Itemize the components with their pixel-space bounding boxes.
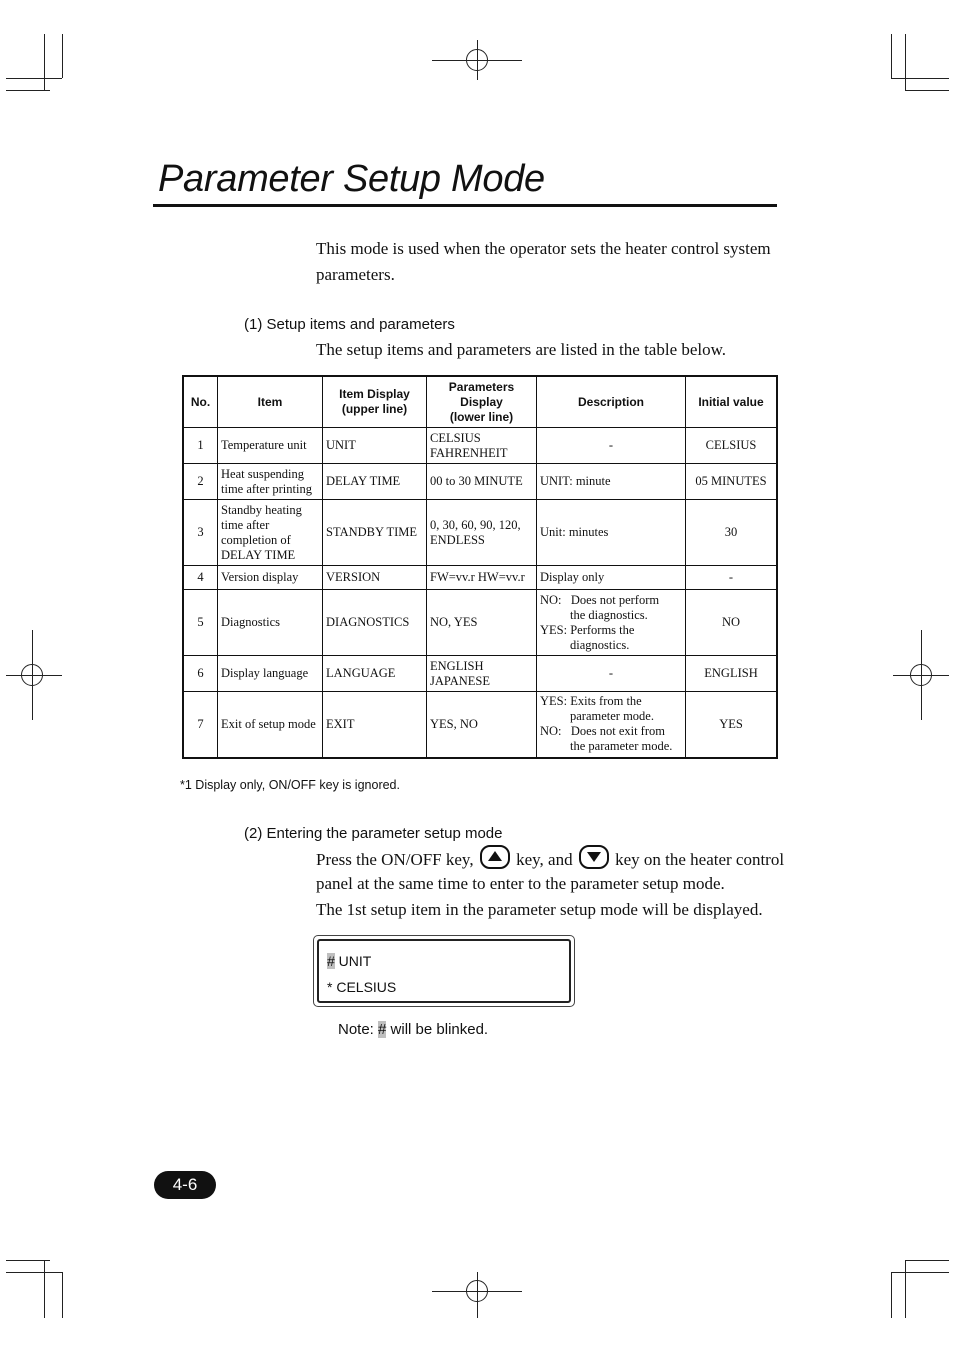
cell-item-display: DIAGNOSTICS bbox=[323, 590, 427, 656]
cell-description bbox=[537, 590, 686, 656]
lcd-display bbox=[313, 935, 575, 1007]
cell-parameters: YES, NO bbox=[427, 692, 537, 758]
table-header-row bbox=[183, 376, 777, 428]
cell-item: Exit of setup mode bbox=[218, 692, 323, 758]
table-row bbox=[183, 566, 777, 590]
description-line: Unit: minutes bbox=[540, 525, 609, 539]
lcd-upper-text: UNIT bbox=[334, 953, 372, 969]
cell-parameters: NO, YES bbox=[427, 590, 537, 656]
cell-item-display: VERSION bbox=[323, 566, 427, 590]
description-line: the diagnostics. bbox=[570, 607, 648, 622]
cell-description bbox=[537, 500, 686, 566]
section1-text: The setup items and parameters are listed in the table below. bbox=[316, 340, 727, 359]
header-item: Item bbox=[218, 376, 323, 428]
description-line: the parameter mode. bbox=[570, 739, 673, 754]
header-parameters-display: Parameters Display (lower line) bbox=[427, 376, 537, 428]
cell-item: Temperature unit bbox=[218, 428, 323, 464]
parameters-table bbox=[182, 375, 778, 759]
page-title: Parameter Setup Mode bbox=[158, 158, 545, 200]
cell-item: Display language bbox=[218, 656, 323, 692]
table-row bbox=[183, 692, 777, 758]
cell-item-display: DELAY TIME bbox=[323, 464, 427, 500]
cell-item-display: STANDBY TIME bbox=[323, 500, 427, 566]
cell-initial-value: YES bbox=[686, 692, 778, 758]
cell-description bbox=[537, 566, 686, 590]
cell-parameters: 00 to 30 MINUTE bbox=[427, 464, 537, 500]
lcd-lower-line: * CELSIUS bbox=[327, 979, 397, 995]
description-line: diagnostics. bbox=[570, 637, 630, 652]
note-blink-marker: # bbox=[378, 1021, 387, 1038]
table-row bbox=[183, 428, 777, 464]
cell-parameters: FW=vv.r HW=vv.r bbox=[427, 566, 537, 590]
description-line: YES: Performs the bbox=[540, 622, 635, 637]
blink-marker: # bbox=[327, 953, 335, 969]
description-line: YES: Exits from the bbox=[540, 694, 642, 709]
cell-initial-value: 05 MINUTES bbox=[686, 464, 778, 500]
cell-description bbox=[537, 656, 686, 692]
description-line: - bbox=[608, 666, 614, 680]
cell-initial-value: 30 bbox=[686, 500, 778, 566]
cell-parameters: ENGLISH JAPANESE bbox=[427, 656, 537, 692]
table-row bbox=[183, 464, 777, 500]
cell-description bbox=[537, 692, 686, 758]
section2-line1-part-a: Press the ON/OFF key, bbox=[316, 850, 474, 869]
cell-description bbox=[537, 428, 686, 464]
down-arrow-key-icon bbox=[579, 845, 609, 869]
title-rule bbox=[153, 204, 777, 207]
cell-parameters: CELSIUS FAHRENHEIT bbox=[427, 428, 537, 464]
section2-line1-part-c: key on the heater control bbox=[615, 850, 785, 869]
section2-line3: The 1st setup item in the parameter setup mode will be displayed. bbox=[316, 900, 763, 919]
section2-line1-part-b: key, and bbox=[516, 850, 573, 869]
cell-item-display: EXIT bbox=[323, 692, 427, 758]
note-prefix: Note: bbox=[338, 1021, 379, 1038]
cell-no: 3 bbox=[183, 500, 218, 566]
cell-item: Diagnostics bbox=[218, 590, 323, 656]
cell-initial-value: ENGLISH bbox=[686, 656, 778, 692]
note-suffix: will be blinked. bbox=[386, 1021, 489, 1038]
page-number: 4-6 bbox=[154, 1171, 216, 1199]
cell-item: Standby heating time after completion of DELAY TIME bbox=[218, 500, 323, 566]
table-row bbox=[183, 590, 777, 656]
header-no: No. bbox=[183, 376, 218, 428]
footnote: *1 Display only, ON/OFF key is ignored. bbox=[180, 778, 400, 792]
cell-no: 7 bbox=[183, 692, 218, 758]
header-item-display: Item Display (upper line) bbox=[323, 376, 427, 428]
table-row bbox=[183, 656, 777, 692]
cell-description bbox=[537, 464, 686, 500]
description-line: Display only bbox=[540, 570, 605, 584]
section1-heading: (1) Setup items and parameters bbox=[244, 316, 455, 333]
description-line: - bbox=[608, 438, 614, 452]
cell-initial-value: - bbox=[686, 566, 778, 590]
cell-item-display: UNIT bbox=[323, 428, 427, 464]
section2-line1 bbox=[316, 845, 784, 873]
cell-no: 4 bbox=[183, 566, 218, 590]
cell-item-display: LANGUAGE bbox=[323, 656, 427, 692]
header-description: Description bbox=[537, 376, 686, 428]
cell-initial-value: CELSIUS bbox=[686, 428, 778, 464]
up-arrow-key-icon bbox=[480, 845, 510, 869]
description-line: NO: Does not perform bbox=[540, 592, 660, 607]
section2-heading: (2) Entering the parameter setup mode bbox=[244, 825, 503, 842]
table-row bbox=[183, 500, 777, 566]
cell-initial-value: NO bbox=[686, 590, 778, 656]
lcd-upper-line bbox=[327, 953, 371, 969]
cell-item: Heat suspending time after printing bbox=[218, 464, 323, 500]
cell-no: 1 bbox=[183, 428, 218, 464]
description-line: UNIT: minute bbox=[540, 474, 611, 488]
description-line: NO: Does not exit from bbox=[540, 724, 665, 739]
intro-text: This mode is used when the operator sets the heater control system parameters. bbox=[316, 239, 771, 284]
cell-no: 5 bbox=[183, 590, 218, 656]
cell-parameters: 0, 30, 60, 90, 120, ENDLESS bbox=[427, 500, 537, 566]
cell-no: 2 bbox=[183, 464, 218, 500]
cell-item: Version display bbox=[218, 566, 323, 590]
header-initial-value: Initial value bbox=[686, 376, 778, 428]
description-line: parameter mode. bbox=[570, 709, 654, 724]
section2-line2: panel at the same time to enter to the parameter setup mode. bbox=[316, 874, 725, 893]
note-text bbox=[338, 1021, 488, 1038]
cell-no: 6 bbox=[183, 656, 218, 692]
lcd-screen bbox=[317, 939, 571, 1003]
